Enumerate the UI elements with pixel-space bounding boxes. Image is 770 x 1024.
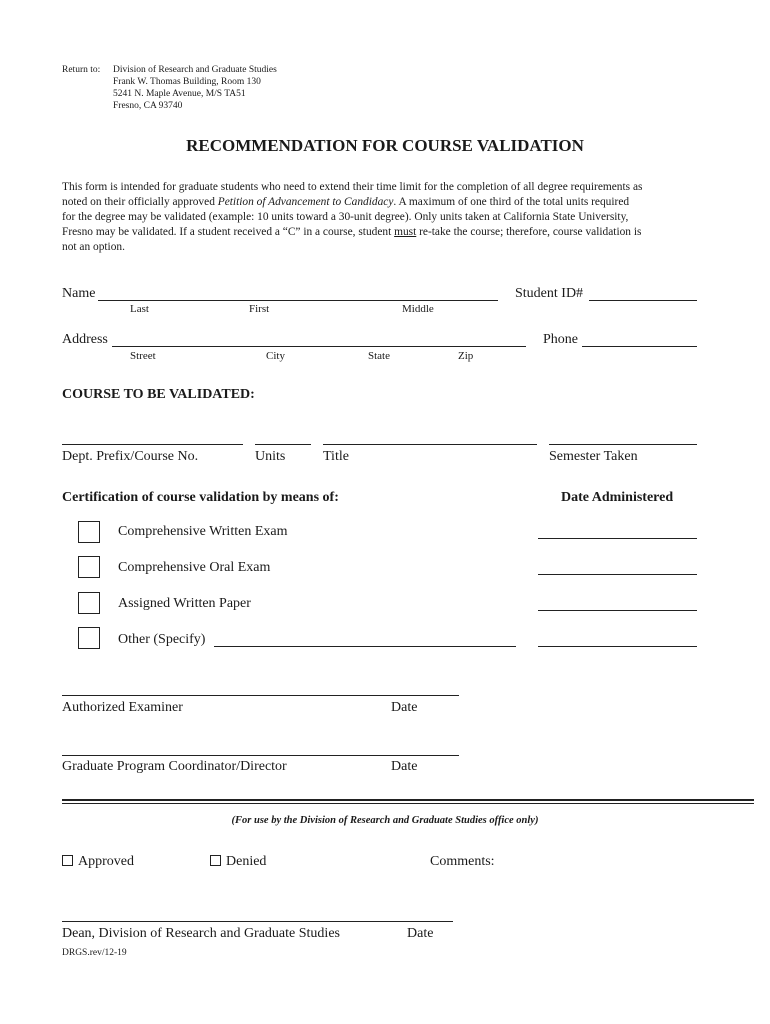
certification-heading: Certification of course validation by means of: (62, 490, 339, 505)
coordinator-signature-line (62, 755, 459, 756)
intro-text: . A maximum of one third of the total units required (393, 196, 630, 208)
intro-text: Fresno may be validated. If a student received a “C” in a course, student (62, 226, 395, 238)
intro-line (62, 195, 712, 210)
office-use-note: (For use by the Division of Research and Graduate Studies office only) (231, 815, 539, 826)
phone-input[interactable] (584, 330, 695, 346)
coordinator-date-label: Date (391, 759, 418, 774)
approved-checkbox[interactable] (62, 855, 73, 866)
course-prefix-line (62, 444, 243, 445)
intro-paragraph (62, 180, 712, 255)
last-name-caption: Last (130, 303, 149, 315)
units-line (255, 444, 311, 445)
middle-name-caption: Middle (402, 303, 434, 315)
first-name-caption: First (249, 303, 270, 315)
office-divider (62, 803, 754, 804)
other-checkbox[interactable] (78, 627, 100, 649)
phone-line (582, 346, 697, 347)
intro-line (62, 225, 712, 240)
dean-label: Dean, Division of Research and Graduate Studies (62, 926, 340, 941)
written-paper-date-line (538, 610, 697, 611)
denied-option[interactable] (210, 854, 266, 870)
coordinator-label: Graduate Program Coordinator/Director (62, 759, 287, 774)
student-id-line (589, 300, 697, 301)
units-label: Units (255, 449, 286, 464)
written-exam-checkbox[interactable] (78, 521, 100, 543)
course-title-line (323, 444, 537, 445)
other-date-line (538, 646, 697, 647)
denied-checkbox[interactable] (210, 855, 221, 866)
written-exam-date-input[interactable] (540, 522, 695, 538)
return-to-label: Return to: (62, 65, 101, 75)
units-input[interactable] (257, 428, 309, 444)
written-exam-date-line (538, 538, 697, 539)
return-address-line: Frank W. Thomas Building, Room 130 (113, 77, 261, 87)
written-paper-checkbox[interactable] (78, 592, 100, 614)
course-title-input[interactable] (325, 428, 535, 444)
option-written-exam: Comprehensive Written Exam (118, 524, 288, 539)
approved-label: Approved (78, 854, 134, 869)
name-label: Name (62, 286, 96, 301)
intro-line: This form is intended for graduate students who need to extend their time limit for the completion of all degree requirements as (62, 181, 643, 193)
dean-signature-line (62, 921, 453, 922)
address-line (112, 346, 526, 347)
course-prefix-label: Dept. Prefix/Course No. (62, 449, 199, 464)
intro-underline: must (394, 226, 417, 238)
student-id-label: Student ID# (515, 286, 584, 301)
coordinator-signature-input[interactable] (64, 739, 457, 755)
course-heading: COURSE TO BE VALIDATED: (62, 387, 255, 402)
dean-date-label: Date (407, 926, 434, 941)
form-code: DRGS.rev/12-19 (62, 948, 127, 958)
intro-line: not an option. (62, 241, 125, 253)
name-input[interactable] (100, 284, 496, 300)
dean-signature-input[interactable] (64, 905, 451, 921)
form-title: RECOMMENDATION FOR COURSE VALIDATION (186, 136, 584, 155)
examiner-signature-line (62, 695, 459, 696)
city-caption: City (266, 350, 285, 362)
intro-text: noted on their officially approved (62, 196, 218, 208)
examiner-date-label: Date (391, 700, 418, 715)
address-input[interactable] (114, 330, 524, 346)
examiner-signature-input[interactable] (64, 679, 457, 695)
return-address-line: Division of Research and Graduate Studies (113, 65, 277, 75)
option-oral-exam: Comprehensive Oral Exam (118, 560, 271, 575)
other-specify-input[interactable] (216, 630, 514, 646)
denied-label: Denied (226, 854, 267, 869)
return-address-line: Fresno, CA 93740 (113, 101, 183, 111)
office-divider (62, 799, 754, 801)
oral-exam-date-line (538, 574, 697, 575)
intro-emphasis: Petition of Advancement to Candidacy (217, 196, 394, 208)
semester-line (549, 444, 697, 445)
course-prefix-input[interactable] (64, 428, 241, 444)
phone-label: Phone (543, 332, 578, 347)
date-administered-heading: Date Administered (561, 490, 674, 505)
course-title-label: Title (323, 449, 349, 464)
zip-caption: Zip (458, 350, 474, 362)
oral-exam-checkbox[interactable] (78, 556, 100, 578)
student-id-input[interactable] (591, 284, 695, 300)
return-address (113, 64, 277, 112)
approved-option[interactable] (62, 854, 134, 870)
option-written-paper: Assigned Written Paper (118, 596, 251, 611)
intro-line: for the degree may be validated (example: 10 units toward a 30-unit degree). Only units taken at California State University, (62, 211, 629, 223)
oral-exam-date-input[interactable] (540, 558, 695, 574)
address-label: Address (62, 332, 108, 347)
other-specify-line (214, 646, 516, 647)
other-date-input[interactable] (540, 630, 695, 646)
intro-text: re-take the course; therefore, course validation is (416, 226, 642, 238)
comments-label: Comments: (430, 854, 495, 869)
comments-input[interactable] (505, 852, 735, 870)
name-line (98, 300, 498, 301)
semester-input[interactable] (551, 428, 695, 444)
option-other: Other (Specify) (118, 632, 206, 647)
return-address-line: 5241 N. Maple Avenue, M/S TA51 (113, 89, 246, 99)
semester-label: Semester Taken (549, 449, 638, 464)
state-caption: State (368, 350, 390, 362)
street-caption: Street (130, 350, 156, 362)
written-paper-date-input[interactable] (540, 594, 695, 610)
examiner-label: Authorized Examiner (62, 700, 183, 715)
